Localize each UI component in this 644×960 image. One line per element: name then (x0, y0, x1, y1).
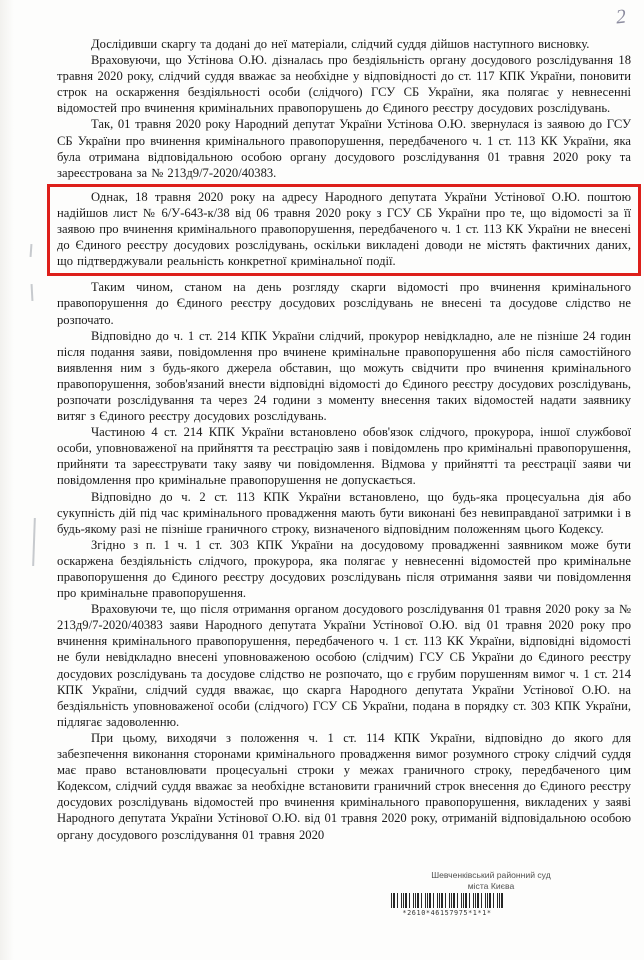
scan-artifact (31, 284, 34, 301)
stamp-court-name: Шевченківський районний суд (431, 870, 551, 880)
paragraph: Частиною 4 ст. 214 КПК України встановлено обов'язок слідчого, прокурора, іншої службової особи, уповноваженої на прийняття та реєстрацію заяв і повідомлень про кримінальні правопорушення, прийняти та зареєструвати таку заяву чи повідомлення. Відмова у прийнятті та реєстрації заяви чи повідомлення про кримінальне правопорушення не допускається. (57, 425, 631, 488)
barcode-text: *2610*46157975*1*1* (402, 909, 492, 917)
document-body (57, 36, 631, 843)
paragraph: Згідно з п. 1 ч. 1 ст. 303 КПК України на досудовому провадженні заявником може бути оскаржена бездіяльність слідчого, прокурора, яка полягає у невнесенні відомостей про кримінальне правопорушення до Єдиного реєстру досудових розслідувань після отримання заяви чи повідомлення про кримінальне правопорушення. (57, 537, 631, 601)
barcode-bars (391, 893, 503, 908)
court-stamp (424, 870, 558, 891)
registration-barcode (388, 893, 506, 917)
scan-artifact (30, 244, 33, 257)
paragraph: При цьому, виходячи з положення ч. 1 ст. 114 КПК України, відповідно до якого для забезпечення виконання сторонами кримінального провадження вимог розумного строку слідчий суддя має право встановлювати процесуальні строки у межах граничного строку, передбаченого цим Кодексом, слідчий суддя вважає за необхідне встановити граничний строк внесення до Єдиного реєстру досудових розслідувань відомостей про вчинення кримінального правопорушення, викладених у заяві Народного депутата України Устінової О.Ю. від 01 травня 2020 року, отриманій відповідальною особою органу досудового розслідування 01 травня 2020 (57, 730, 631, 842)
paragraph: Враховуючи, що Устінова О.Ю. дізналась про бездіяльність органу досудового розслідування 18 травня 2020 року, слідчий суддя вважає за необхідне у відповідності до ст. 117 КПК України, поновити строк на оскарження бездіяльності особи (слідчого) ГСУ СБ України, яка полягає у невнесенні відомостей про вчинення кримінальних правопорушень до Єдиного реєстру досудових розслідувань. (57, 53, 631, 116)
paragraph: Так, 01 травня 2020 року Народний депутат України Устінова О.Ю. звернулася із заявою до ГСУ СБ України про вчинення кримінального правопорушення, передбаченого ч. 1 ст. 113 КК України, яка була отримана відповідальною особою органу досудового розслідування 01 травня 2020 року та зареєстрована за № 213д9/7-2020/40383. (57, 117, 631, 180)
scan-artifact (32, 518, 36, 566)
paragraph: Відповідно до ч. 2 ст. 113 КПК України встановлено, що будь-яка процесуальна дія або сукупність дій під час кримінального провадження мають бути виконані без невиправданої затримки і в будь-якому разі не пізніше граничного строку, визначеного відповідним положенням цього Кодексу. (57, 489, 631, 536)
paragraph: Дослідивши скаргу та додані до неї матеріали, слідчий суддя дійшов наступного висновку. (91, 37, 590, 51)
highlighted-paragraph: Однак, 18 травня 2020 року на адресу Народного депутата України Устінової О.Ю. поштою надійшов лист № 6/У-643-к/38 від 06 травня 2020 року з ГСУ СБ України про те, що відомості за її заявою про вчинення кримінального правопорушення, передбаченого ч. 1 ст. 113 КК України не внесені до Єдиного реєстру досудових розслідувань, оскільки викладені доводи не містять фактичних даних, що підтверджували реальність конкретної кримінальної події. (47, 184, 641, 276)
stamp-court-city: міста Києва (467, 880, 515, 891)
paragraph: Враховуючи те, що після отримання органом досудового розслідування 01 травня 2020 року за № 213д9/7-2020/40383 заяви Народного депутата України Устінової О.Ю. від 01 травня 2020 року про вчинення кримінального правопорушення, передбаченого ч. 1 ст. 113 КК України, відповідні відомості не були невідкладно внесені уповноваженою особою (слідчим) ГСУ СБ України до Єдиного реєстру досудових розслідувань та досудове слідство не розпочато, що є грубим порушенням вимог ч. 1 ст. 214 КПК України, слідчий суддя вважає, що скарга Народного депутата України Устінової О.Ю. на бездіяльність уповноваженої особи (слідчого) ГСУ СБ України, подана в порядку ст. 303 КПК України, підлягає задоволенню. (57, 602, 631, 729)
paragraph: Відповідно до ч. 1 ст. 214 КПК України слідчий, прокурор невідкладно, але не пізніше 24 годин після подання заяви, повідомлення про вчинене кримінальне правопорушення або після самостійного виявлення ним з будь-якого джерела обставин, що можуть свідчити про вчинення кримінального правопорушення, зобов'язаний внести відповідні відомості до Єдиного реєстру досудових розслідувань, розпочати розслідування та через 24 години з моменту внесення таких відомостей надати заявнику витяг з Єдиного реєстру досудових розслідувань. (57, 328, 631, 424)
paragraph: Таким чином, станом на день розгляду скарги відомості про вчинення кримінального правопорушення до Єдиного реєстру досудових розслідувань не внесені та досудове слідство не розпочато. (57, 280, 631, 327)
handwritten-page-number: 2 (614, 5, 628, 29)
